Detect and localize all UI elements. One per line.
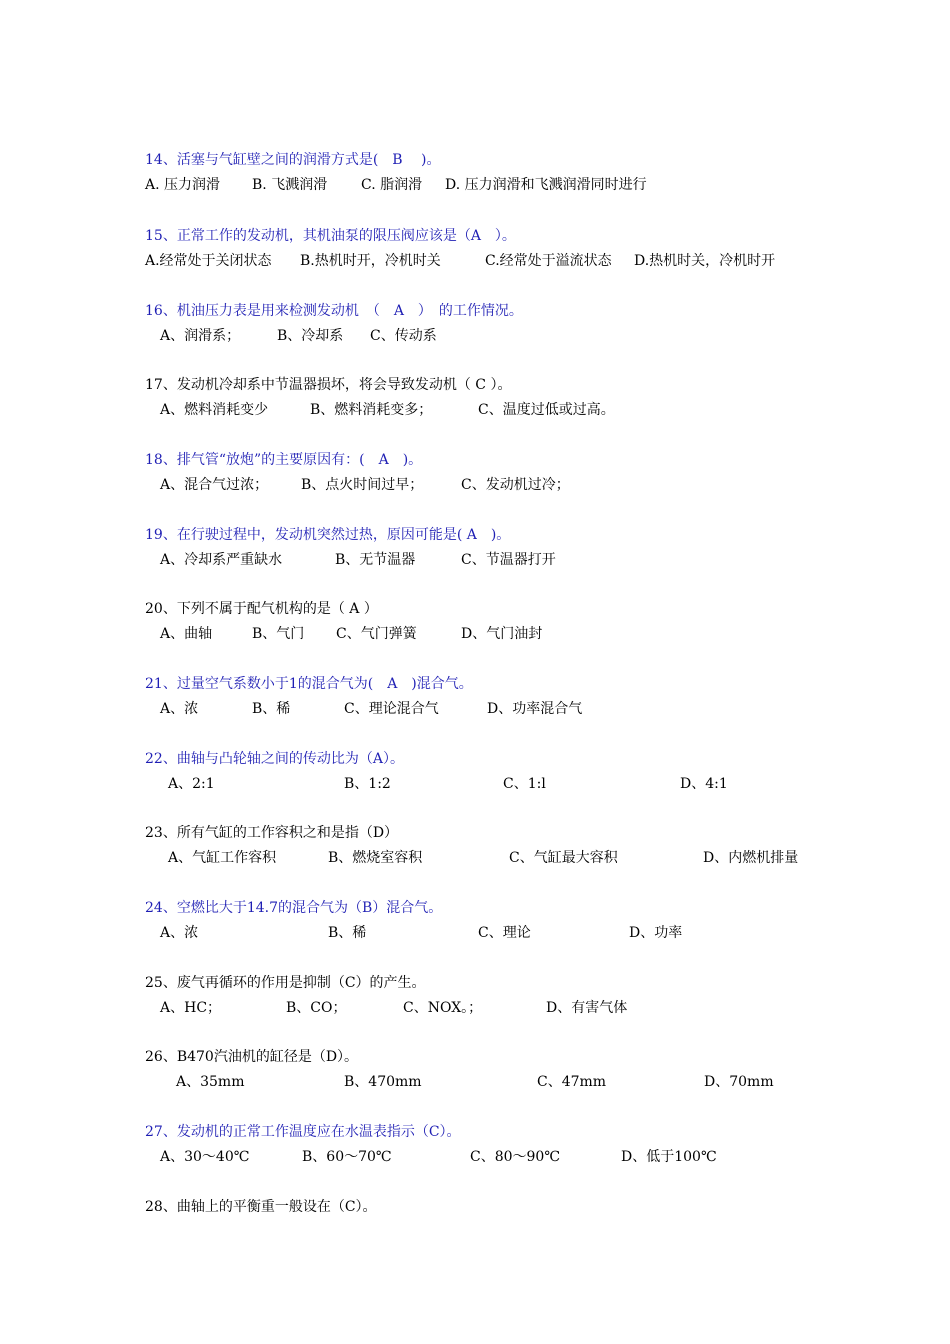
option-a: A、燃料消耗变少	[160, 402, 269, 418]
option-c: C、节温器打开	[461, 552, 556, 568]
option-c: C、传动系	[370, 328, 437, 344]
option-b: B、点火时间过早；	[301, 477, 424, 493]
option-d: D、气门油封	[461, 626, 543, 642]
question-stem: 17、发动机冷却系中节温器损坏，将会导致发动机（ C ）。	[145, 377, 512, 393]
question-options	[0, 998, 950, 1018]
question-stem: 28、曲轴上的平衡重一般设在（C）。	[145, 1199, 377, 1215]
question-stem: 16、机油压力表是用来检测发动机 （ A ） 的工作情况。	[145, 303, 523, 319]
option-c: C、1:l	[503, 776, 546, 792]
option-b: B、无节温器	[335, 552, 416, 568]
question-stem: 25、废气再循环的作用是抑制（C）的产生。	[145, 975, 426, 991]
option-a: A、曲轴	[160, 626, 213, 642]
option-d: D、有害气体	[546, 1000, 628, 1016]
option-d: D、低于100℃	[621, 1149, 717, 1165]
option-c: C、气门弹簧	[336, 626, 417, 642]
option-b: B、稀	[328, 925, 367, 941]
question-stem: 21、过量空气系数小于1的混合气为( A )混合气。	[145, 676, 473, 692]
option-c: C、发动机过冷；	[461, 477, 570, 493]
question-stem: 15、正常工作的发动机，其机油泵的限压阀应该是（A ）。	[145, 228, 516, 244]
option-b: B、CO；	[286, 1000, 347, 1016]
option-b: B.热机时开，冷机时关	[300, 253, 441, 269]
option-a: A、2:1	[168, 776, 215, 792]
option-a: A、冷却系严重缺水	[160, 552, 283, 568]
option-b: B、冷却系	[277, 328, 344, 344]
question-stem: 24、空燃比大于14.7的混合气为（B）混合气。	[145, 900, 443, 916]
option-b: B、1:2	[344, 776, 391, 792]
option-a: A、浓	[160, 701, 199, 717]
question-options	[0, 326, 950, 346]
question-stem: 19、在行驶过程中，发动机突然过热，原因可能是( A )。	[145, 527, 511, 543]
option-a: A、混合气过浓；	[160, 477, 269, 493]
question-options	[0, 1072, 950, 1092]
option-a: A. 压力润滑	[145, 177, 221, 193]
option-a: A、30～40℃	[160, 1149, 250, 1165]
option-b: B、燃料消耗变多；	[310, 402, 433, 418]
question-stem: 18、排气管“放炮”的主要原因有：( A )。	[145, 452, 423, 468]
option-a: A、HC；	[160, 1000, 222, 1016]
option-a: A、润滑系；	[160, 328, 241, 344]
option-d: D、70mm	[704, 1074, 774, 1090]
option-c: C、理论混合气	[344, 701, 439, 717]
option-d: D.热机时关，冷机时开	[634, 253, 776, 269]
option-c: C.经常处于溢流状态	[485, 253, 612, 269]
question-stem: 27、发动机的正常工作温度应在水温表指示（C）。	[145, 1124, 461, 1140]
option-b: B、60～70℃	[302, 1149, 392, 1165]
question-options	[0, 699, 950, 719]
question-options	[0, 251, 950, 271]
option-d: D、功率	[629, 925, 683, 941]
question-options	[0, 400, 950, 420]
question-stem: 20、下列不属于配气机构的是（ A ）	[145, 601, 378, 617]
option-c: C、气缸最大容积	[509, 850, 618, 866]
question-options	[0, 475, 950, 495]
option-d: D、内燃机排量	[703, 850, 799, 866]
question-options	[0, 774, 950, 794]
question-options	[0, 550, 950, 570]
option-a: A、浓	[160, 925, 199, 941]
question-stem: 26、B470汽油机的缸径是（D）。	[145, 1049, 359, 1065]
option-b: B. 飞溅润滑	[252, 177, 328, 193]
question-options	[0, 923, 950, 943]
option-c: C、47mm	[537, 1074, 607, 1090]
question-options	[0, 848, 950, 868]
option-c: C、NOX。；	[403, 1000, 483, 1016]
question-options	[0, 624, 950, 644]
option-d: D. 压力润滑和飞溅润滑同时进行	[445, 177, 647, 193]
option-d: D、功率混合气	[487, 701, 583, 717]
question-stem: 14、活塞与气缸壁之间的润滑方式是( B )。	[145, 152, 441, 168]
option-a: A.经常处于关闭状态	[145, 253, 272, 269]
question-options	[0, 1147, 950, 1167]
option-a: A、35mm	[176, 1074, 245, 1090]
question-stem: 22、曲轴与凸轮轴之间的传动比为（A）。	[145, 751, 404, 767]
option-d: D、4:1	[680, 776, 728, 792]
option-b: B、470mm	[344, 1074, 422, 1090]
question-options	[0, 175, 950, 195]
option-a: A、气缸工作容积	[168, 850, 277, 866]
option-c: C、80～90℃	[470, 1149, 561, 1165]
option-b: B、稀	[252, 701, 291, 717]
option-c: C. 脂润滑	[361, 177, 423, 193]
option-b: B、气门	[252, 626, 305, 642]
option-b: B、燃烧室容积	[328, 850, 423, 866]
question-stem: 23、所有气缸的工作容积之和是指（D）	[145, 825, 399, 841]
option-c: C、理论	[478, 925, 531, 941]
option-c: C、温度过低或过高。	[478, 402, 615, 418]
